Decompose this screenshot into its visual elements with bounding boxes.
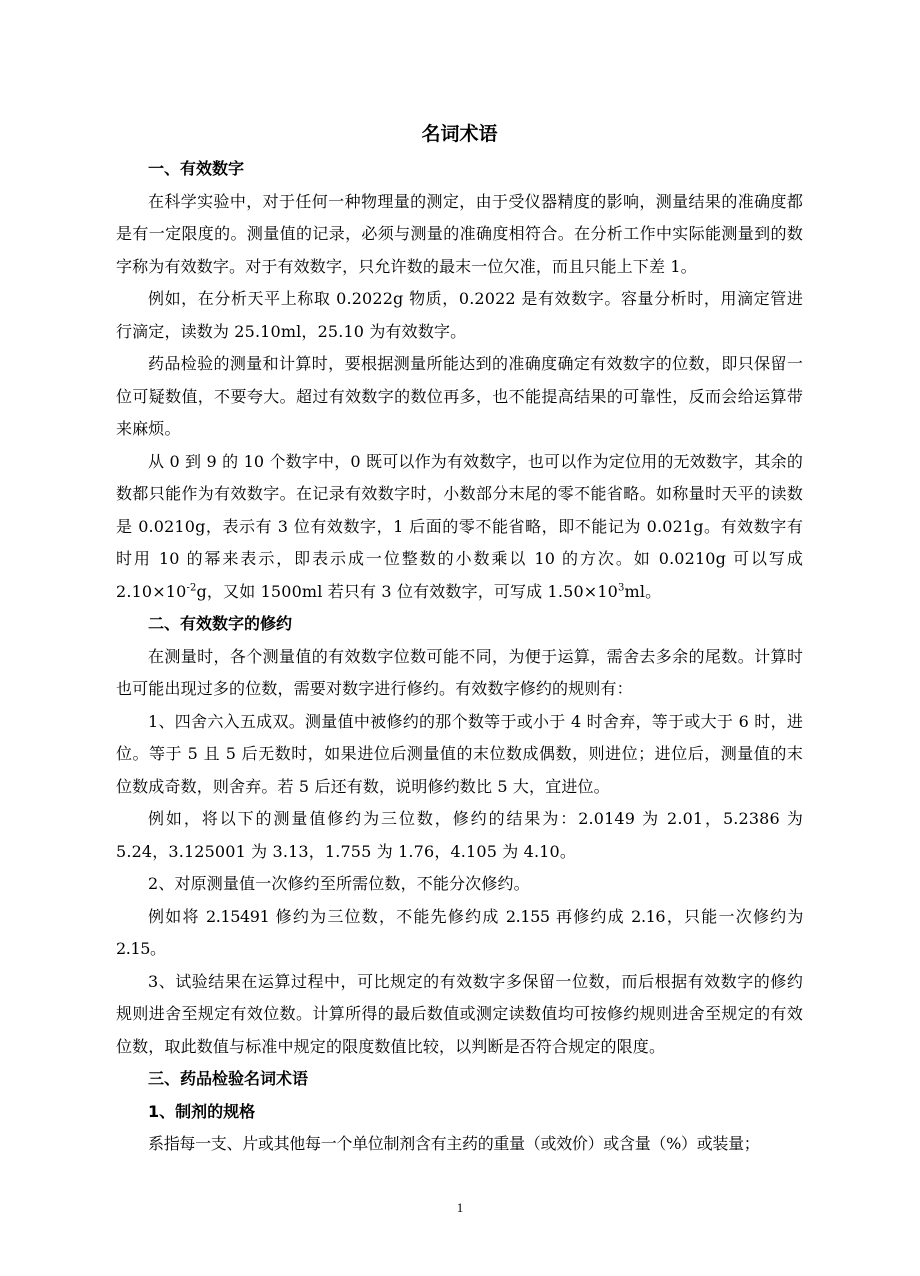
paragraph-text: 从 0 到 9 的 10 个数字中，0 既可以作为有效数字，也可以作为定位用的无效数字，其余的数都只能作为有效数字。在记录有效数字时，小数部分末尾的零不能省略。如称量时天平的读数是 0.0210g，表示有 3 位有效数字，1 后面的零不能省略，即不能记为 0.021g。有效数字有时用 10 的幂来表示，即表示成一位整数的小数乘以 10 的方次。如 0.0210g 可以写成 2.10×10 bbox=[116, 451, 803, 601]
section-heading-1: 一、有效数字 bbox=[148, 159, 245, 178]
paragraph: 系指每一支、片或其他每一个单位制剂含有主药的重量（或效价）或含量（%）或装量； bbox=[148, 1134, 760, 1153]
section-heading-2: 二、有效数字的修约 bbox=[148, 614, 293, 633]
paragraph-text: ml。 bbox=[624, 581, 662, 601]
subsection-heading: 1、制剂的规格 bbox=[148, 1101, 256, 1121]
paragraph: 例如，将以下的测量值修约为三位数，修约的结果为：2.0149 为 2.01，5.2386 为 5.24，3.125001 为 3.13，1.755 为 1.76，4.105 为 4.10。 bbox=[116, 809, 803, 861]
paragraph: 3、试验结果在运算过程中，可比规定的有效数字多保留一位数，而后根据有效数字的修约规则进舍至规定有效位数。计算所得的最后数值或测定读数值均可按修约规则进舍至规定的有效位数，取此数值与标准中规定的限度数值比较，以判断是否符合规定的限度。 bbox=[116, 971, 803, 1056]
paragraph: 药品检验的测量和计算时，要根据测量所能达到的准确度确定有效数字的位数，即只保留一位可疑数值，不要夸大。超过有效数字的数位再多，也不能提高结果的可靠性，反而会给运算带来麻烦。 bbox=[116, 354, 803, 438]
paragraph-text: g，又如 1500ml 若只有 3 位有效数字，可写成 1.50×10 bbox=[196, 581, 619, 601]
paragraph: 在科学实验中，对于任何一种物理量的测定，由于受仪器精度的影响，测量结果的准确度都是有一定限度的。测量值的记录，必须与测量的准确度相符合。在分析工作中实际能测量到的数字称为有效数字。对于有效数字，只允许数的最末一位欠准，而且只能上下差 1。 bbox=[116, 191, 803, 276]
paragraph: 2、对原测量值一次修约至所需位数，不能分次修约。 bbox=[148, 874, 530, 893]
exponent: -2 bbox=[186, 582, 197, 594]
paragraph: 1、四舍六入五成双。测量值中被修约的那个数等于或小于 4 时舍弃，等于或大于 6 时，进位。等于 5 且 5 后无数时，如果进位后测量值的末位数成偶数，则进位；进位后，测量值的末位数成奇数，则舍弃。若 5 后还有数，说明修约数比 5 大，宜进位。 bbox=[116, 711, 803, 796]
page-title: 名词术语 bbox=[421, 123, 498, 145]
paragraph: 例如，在分析天平上称取 0.2022g 物质，0.2022 是有效数字。容量分析时，用滴定管进行滴定，读数为 25.10ml，25.10 为有效数字。 bbox=[116, 289, 803, 341]
section-heading-3: 三、药品检验名词术语 bbox=[148, 1069, 309, 1088]
exponent: 3 bbox=[618, 582, 625, 594]
paragraph: 在测量时，各个测量值的有效数字位数可能不同，为便于运算，需舍去多余的尾数。计算时也可能出现过多的位数，需要对数字进行修约。有效数字修约的规则有： bbox=[116, 646, 803, 698]
page-number: 1 bbox=[456, 1200, 464, 1215]
document-body bbox=[116, 118, 803, 1161]
paragraph: 例如将 2.15491 修约为三位数，不能先修约成 2.155 再修约成 2.16，只能一次修约为 2.15。 bbox=[116, 906, 803, 958]
paragraph-with-exponents bbox=[116, 446, 803, 609]
